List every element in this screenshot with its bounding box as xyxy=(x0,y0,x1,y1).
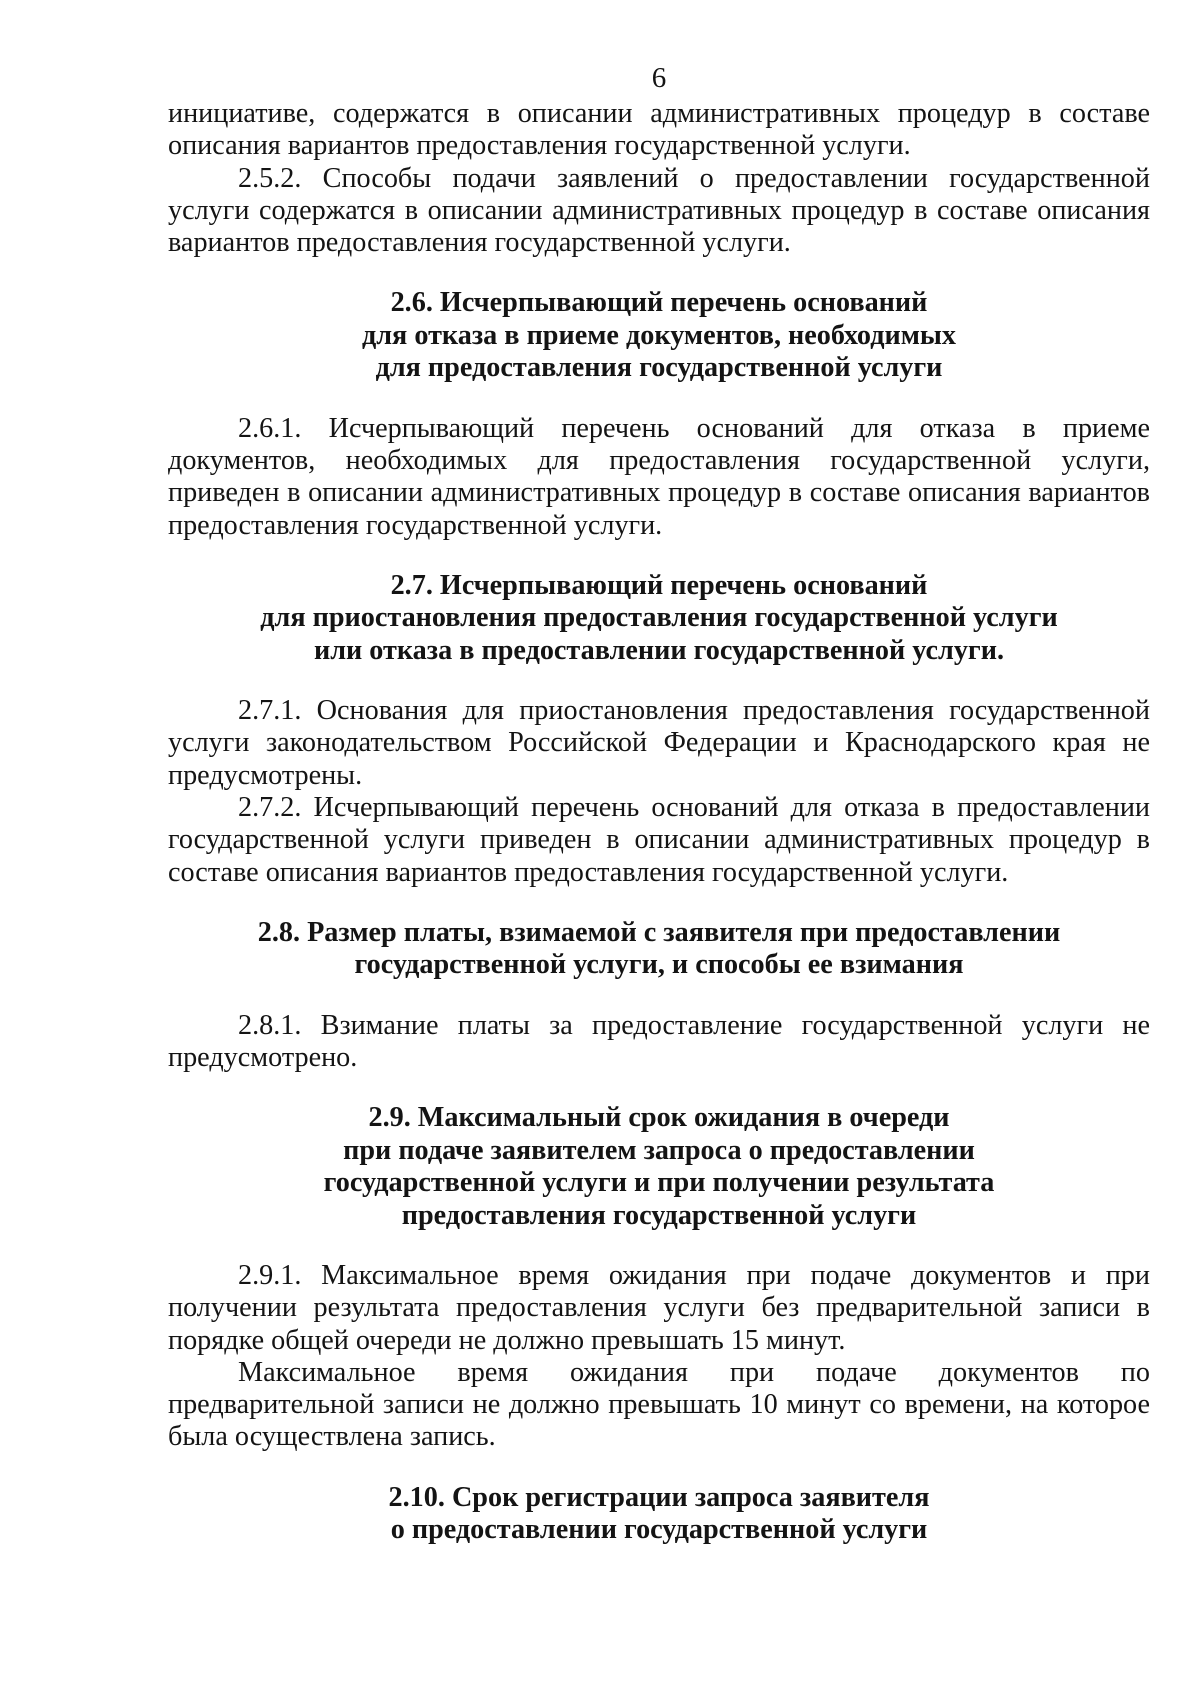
heading-2-9 xyxy=(168,1102,1150,1232)
heading-2-10-line: о предоставлении государственной услуги xyxy=(390,1514,928,1546)
heading-2-9-line: государственной услуги и при получении результата xyxy=(323,1167,995,1199)
paragraph-2-9-1: 2.9.1. Максимальное время ожидания при подаче документов и при получении результата предоставления услуги без предварительной записи в порядке общей очереди не должно превышать 15 минут. xyxy=(168,1259,1150,1356)
heading-2-7-line: 2.7. Исчерпывающий перечень оснований xyxy=(390,569,928,601)
heading-2-9-line: при подаче заявителем запроса о предоставлении xyxy=(343,1134,975,1166)
heading-2-6-line: для отказа в приеме документов, необходимых xyxy=(361,319,957,351)
paragraph-continuation: инициативе, содержатся в описании административных процедур в составе описания вариантов предоставления государственной услуги. xyxy=(168,98,1150,162)
heading-2-7-line: или отказа в предоставлении государственной услуги. xyxy=(313,634,1005,666)
heading-2-8-line: 2.8. Размер платы, взимаемой с заявителя при предоставлении xyxy=(257,916,1061,948)
paragraph-2-7-1: 2.7.1. Основания для приостановления предоставления государственной услуги законодательством Российской Федерации и Краснодарского края не предусмотрены. xyxy=(168,695,1150,791)
heading-2-8-line: государственной услуги, и способы ее взимания xyxy=(354,949,964,981)
heading-2-10-line: 2.10. Срок регистрации запроса заявителя xyxy=(388,1481,930,1513)
paragraph-2-8-1: 2.8.1. Взимание платы за предоставление государственной услуги не предусмотрено. xyxy=(168,1009,1150,1073)
heading-2-6-line: для предоставления государственной услуги xyxy=(375,352,943,384)
heading-2-9-line: предоставления государственной услуги xyxy=(401,1199,917,1231)
heading-2-7 xyxy=(168,570,1150,667)
page-number: 6 xyxy=(651,62,667,94)
paragraph-2-5-2: 2.5.2. Способы подачи заявлений о предоставлении государственной услуги содержатся в описании административных процедур в составе описания вариантов предоставления государственной услуги. xyxy=(168,162,1150,259)
paragraph-2-7-2: 2.7.2. Исчерпывающий перечень оснований для отказа в предоставлении государственной услуги приведен в описании административных процедур в составе описания вариантов предоставления государственной услуги. xyxy=(168,792,1150,888)
heading-2-7-line: для приостановления предоставления государственной услуги xyxy=(260,602,1058,634)
paragraph-2-6-1: 2.6.1. Исчерпывающий перечень оснований для отказа в приеме документов, необходимых для предоставления государственной услуги, приведен в описании административных процедур в составе описания вариантов предоставления государственной услуги. xyxy=(168,412,1150,541)
heading-2-9-line: 2.9. Максимальный срок ожидания в очереди xyxy=(368,1102,950,1134)
heading-2-10 xyxy=(168,1482,1150,1547)
heading-2-6 xyxy=(168,287,1150,384)
paragraph-2-9-2: Максимальное время ожидания при подаче документов по предварительной записи не должно превышать 10 минут со времени, на которое была осуществлена запись. xyxy=(168,1356,1150,1453)
heading-2-6-line: 2.6. Исчерпывающий перечень оснований xyxy=(390,287,928,319)
document-page xyxy=(168,62,1150,1547)
heading-2-8 xyxy=(168,917,1150,982)
